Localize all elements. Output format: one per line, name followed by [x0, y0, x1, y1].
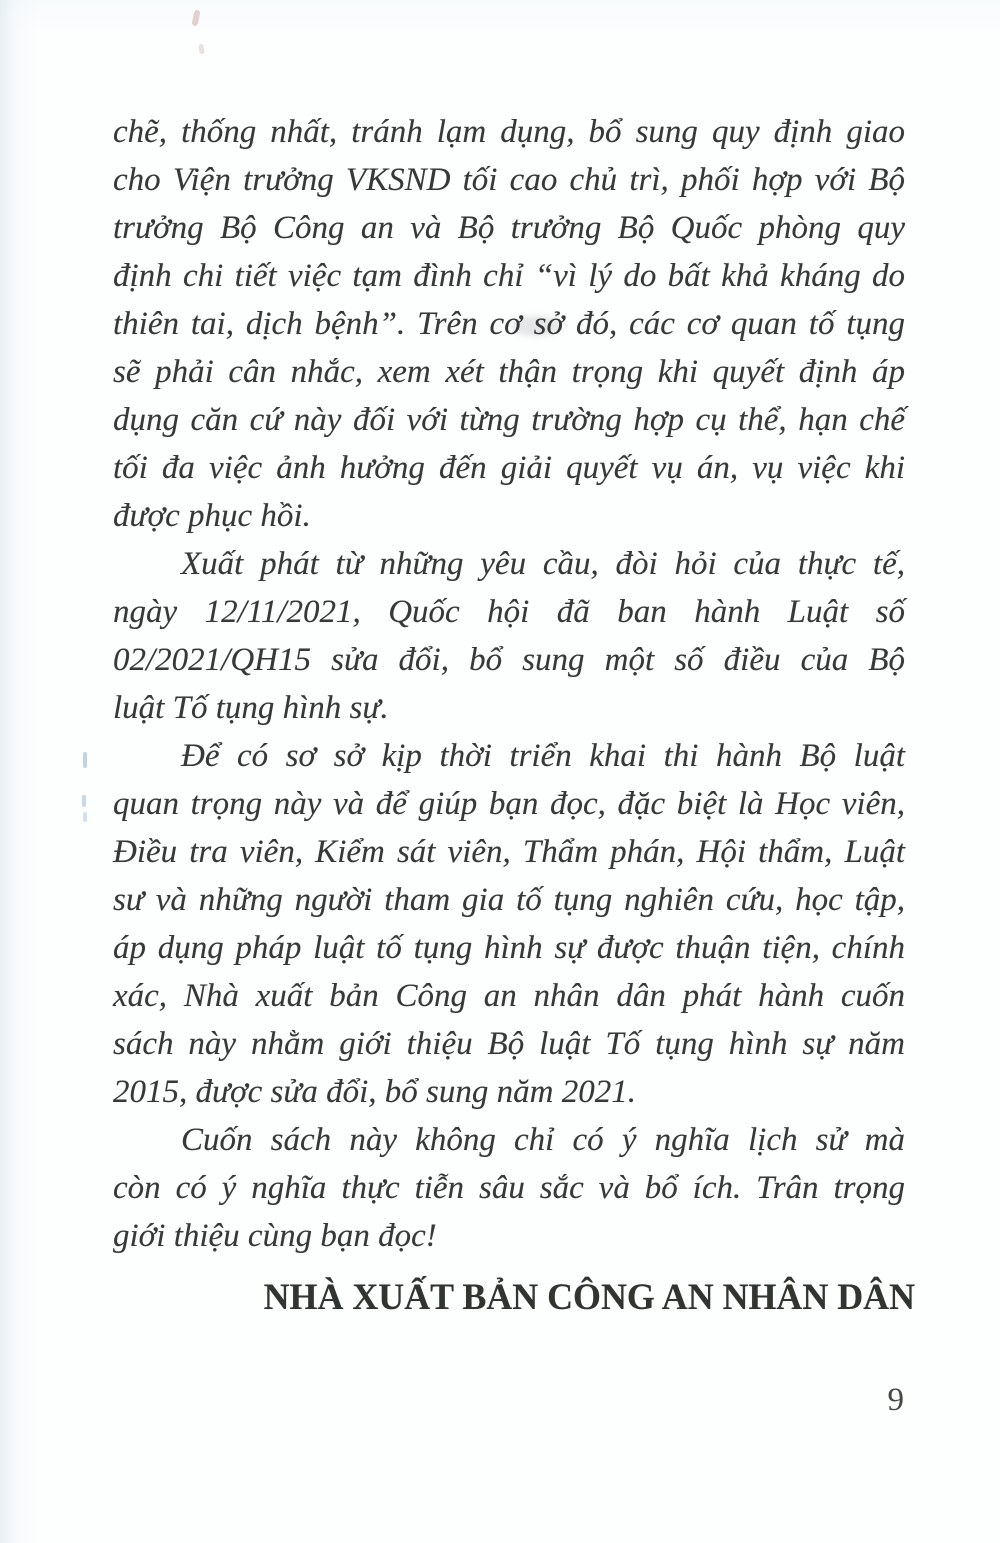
- text-line: sư và những người tham gia tố tụng nghiên cứu, học tập,: [113, 882, 905, 918]
- publisher-line: NHÀ XUẤT BẢN CÔNG AN NHÂN DÂN: [263, 1277, 915, 1318]
- text-line: định chi tiết việc tạm đình chỉ “vì lý do bất khả kháng do: [113, 258, 905, 294]
- margin-mark: [83, 812, 87, 822]
- paragraph: [113, 540, 905, 732]
- paragraph: [113, 1116, 905, 1260]
- text-line: ngày 12/11/2021, Quốc hội đã ban hành Luật số: [113, 594, 905, 630]
- text-line: còn có ý nghĩa thực tiễn sâu sắc và bổ ích. Trân trọng: [113, 1170, 905, 1206]
- text-line: 2015, được sửa đổi, bổ sung năm 2021.: [113, 1074, 636, 1110]
- page-text: [113, 108, 905, 1260]
- text-line: sẽ phải cân nhắc, xem xét thận trọng khi quyết định áp: [113, 354, 905, 390]
- margin-mark: [83, 752, 87, 768]
- text-line: Điều tra viên, Kiểm sát viên, Thẩm phán, Hội thẩm, Luật: [113, 834, 905, 870]
- text-line: được phục hồi.: [113, 498, 311, 534]
- page-number: 9: [887, 1382, 904, 1418]
- text-line: tối đa việc ảnh hưởng đến giải quyết vụ án, vụ việc khi: [113, 450, 905, 486]
- text-line: thiên tai, dịch bệnh”. Trên cơ sở đó, các cơ quan tố tụng: [113, 306, 905, 342]
- text-line: dụng căn cứ này đối với từng trường hợp cụ thể, hạn chế: [113, 402, 905, 438]
- text-line: sách này nhằm giới thiệu Bộ luật Tố tụng hình sự năm: [113, 1026, 905, 1062]
- text-line: 02/2021/QH15 sửa đổi, bổ sung một số điều của Bộ: [113, 642, 905, 678]
- text-line: Xuất phát từ những yêu cầu, đòi hỏi của thực tế,: [181, 546, 905, 582]
- text-line: Cuốn sách này không chỉ có ý nghĩa lịch sử mà: [181, 1122, 905, 1158]
- scan-speck: [198, 44, 204, 55]
- text-line: trưởng Bộ Công an và Bộ trưởng Bộ Quốc phòng quy: [113, 210, 905, 246]
- text-line: cho Viện trưởng VKSND tối cao chủ trì, phối hợp với Bộ: [113, 162, 905, 198]
- text-line: Để có sơ sở kịp thời triển khai thi hành Bộ luật: [181, 738, 905, 774]
- text-line: áp dụng pháp luật tố tụng hình sự được thuận tiện, chính: [113, 930, 905, 966]
- text-line: xác, Nhà xuất bản Công an nhân dân phát hành cuốn: [113, 978, 905, 1014]
- text-line: quan trọng này và để giúp bạn đọc, đặc biệt là Học viên,: [113, 786, 905, 822]
- text-line: luật Tố tụng hình sự.: [113, 690, 389, 726]
- paragraph: [113, 108, 905, 540]
- text-line: giới thiệu cùng bạn đọc!: [113, 1218, 437, 1254]
- text-line: chẽ, thống nhất, tránh lạm dụng, bổ sung quy định giao: [113, 114, 905, 150]
- paragraph: [113, 732, 905, 1116]
- margin-mark: [82, 795, 86, 807]
- scan-speck: [191, 10, 200, 27]
